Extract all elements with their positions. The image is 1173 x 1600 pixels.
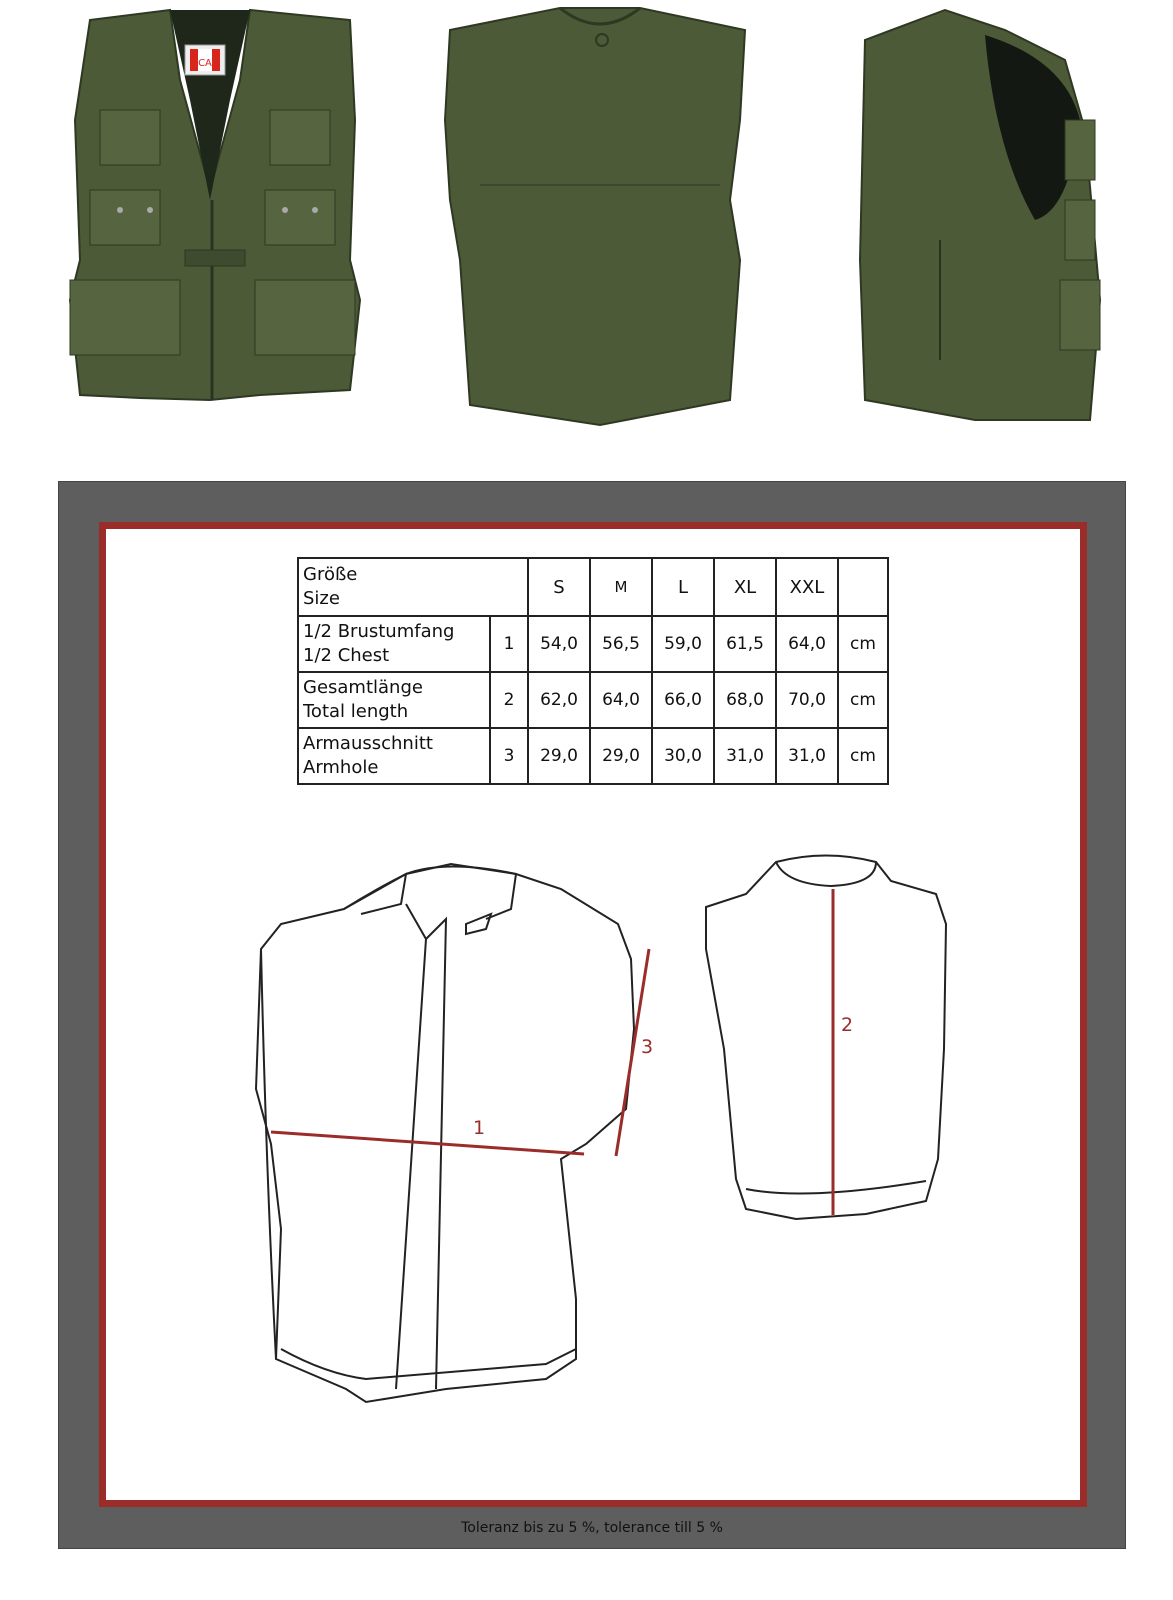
cell-value: 31,0 — [714, 728, 776, 784]
row-label-en: 1/2 Chest — [303, 645, 390, 666]
cell-value: 29,0 — [590, 728, 652, 784]
row-number: 2 — [490, 672, 528, 728]
size-chart-frame — [58, 481, 1126, 1549]
measurement-diagram — [106, 529, 1080, 1500]
cell-unit: cm — [838, 728, 888, 784]
size-col-xl: XL — [714, 558, 776, 616]
cell-value: 59,0 — [652, 616, 714, 672]
vest-back-drawing — [706, 856, 946, 1220]
row-label-en: Total length — [303, 701, 409, 722]
row-label-en: Armhole — [303, 757, 379, 778]
cell-value: 64,0 — [590, 672, 652, 728]
measure-label-2: 2 — [841, 1014, 854, 1036]
cell-value: 31,0 — [776, 728, 838, 784]
size-chart-panel — [99, 522, 1087, 1507]
cell-value: 68,0 — [714, 672, 776, 728]
vest-front-drawing — [256, 864, 634, 1402]
cell-value: 54,0 — [528, 616, 590, 672]
cell-value: 62,0 — [528, 672, 590, 728]
cell-value: 66,0 — [652, 672, 714, 728]
row-number: 1 — [490, 616, 528, 672]
cell-value: 64,0 — [776, 616, 838, 672]
size-col-xxl: XXL — [776, 558, 838, 616]
cell-value: 29,0 — [528, 728, 590, 784]
cell-value: 61,5 — [714, 616, 776, 672]
measure-line-chest — [271, 1132, 584, 1154]
flag-label: CA — [198, 58, 212, 69]
size-col-s: S — [528, 558, 590, 616]
row-label-de: Gesamtlänge — [303, 677, 423, 698]
size-col-m: M — [590, 558, 652, 616]
vest-front-photo — [60, 0, 370, 440]
tolerance-note: Toleranz bis zu 5 %, tolerance till 5 % — [461, 1520, 723, 1536]
size-col-l: L — [652, 558, 714, 616]
measure-label-3: 3 — [641, 1036, 654, 1058]
cell-value: 70,0 — [776, 672, 838, 728]
measure-label-1: 1 — [473, 1117, 486, 1139]
product-photos — [0, 0, 1173, 450]
row-number: 3 — [490, 728, 528, 784]
row-label-de: Armausschnitt — [303, 733, 433, 754]
cell-value: 56,5 — [590, 616, 652, 672]
cell-value: 30,0 — [652, 728, 714, 784]
size-header-de: Größe — [303, 564, 358, 585]
vest-back-photo — [440, 0, 760, 440]
cell-unit: cm — [838, 616, 888, 672]
vest-side-photo — [855, 0, 1110, 440]
size-header-en: Size — [303, 588, 340, 609]
cell-unit: cm — [838, 672, 888, 728]
row-label-de: 1/2 Brustumfang — [303, 621, 455, 642]
